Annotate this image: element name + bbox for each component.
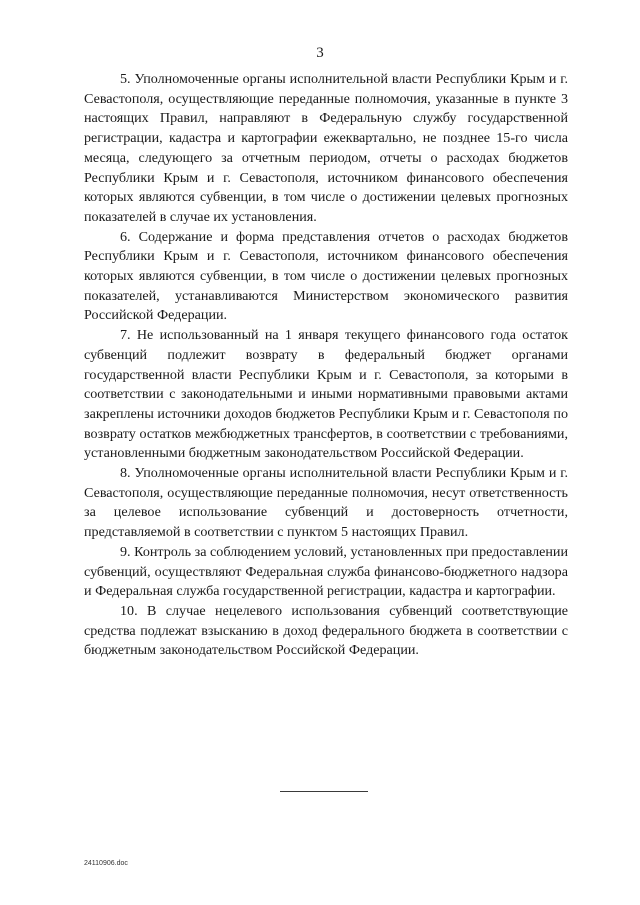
paragraph-10: 10. В случае нецелевого использования субвенций соответствующие средства подлежат взысканию в доход федерального бюджета в соответствии с бюджетным законодательством Российской Федерации. (84, 602, 568, 659)
paragraph-6: 6. Содержание и форма представления отчетов о расходах бюджетов Республики Крым и г. Севастополя, источником финансового обеспечения которых являются субвенции, в том числе о достижении целевых прогнозных показателей, устанавливаются Министерством экономического развития Российской Федерации. (84, 228, 568, 324)
document-body (84, 70, 568, 661)
paragraph-9: 9. Контроль за соблюдением условий, установленных при предоставлении субвенций, осуществляют Федеральная служба финансово-бюджетного надзора и Федеральная служба государственной регистрации, кадастра и картографии. (84, 543, 568, 600)
paragraph-5: 5. Уполномоченные органы исполнительной власти Республики Крым и г. Севастополя, осуществляющие переданные полномочия, указанные в пункте 3 настоящих Правил, направляют в Федеральную службу государственной регистрации, кадастра и картографии ежеквартально, не позднее 15-го числа месяца, следующего за отчетным периодом, отчеты о расходах бюджетов Республики Крым и г. Севастополя, источником финансового обеспечения которых являются субвенции, в том числе о достижении целевых прогнозных показателей в случае их установления. (84, 71, 568, 225)
paragraph-8: 8. Уполномоченные органы исполнительной власти Республики Крым и г. Севастополя, осуществляющие переданные полномочия, несут ответственность за целевое использование субвенций и достоверность отчетности, представляемой в соответствии с пунктом 5 настоящих Правил. (84, 465, 568, 541)
document-file-reference: 24110906.doc (84, 860, 128, 867)
paragraph-7: 7. Не использованный на 1 января текущего финансового года остаток субвенций подлежит возврату в федеральный бюджет органами государственной власти Республики Крым и г. Севастополя, за которыми в соответствии с законодательными и иными нормативными правовыми актами закреплены источники доходов бюджетов Республики Крым и г. Севастополя по возврату остатков межбюджетных трансфертов, в соответствии с требованиями, установленными бюджетным законодательством Российской Федерации. (84, 327, 568, 462)
page-number: 3 (316, 45, 324, 61)
end-separator-line (280, 791, 368, 792)
